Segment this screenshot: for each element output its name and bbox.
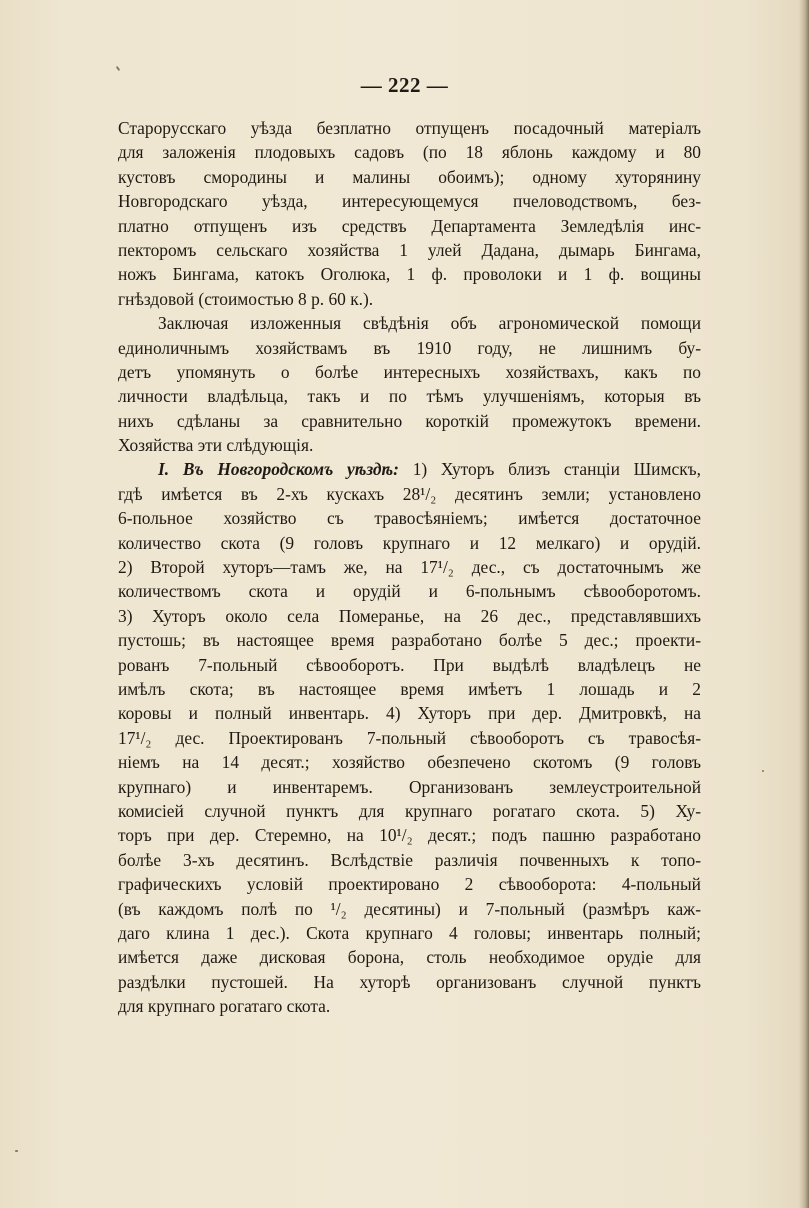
text-line: Заключая изложенныя свѣдѣнія объ агрономической помощи: [158, 313, 701, 334]
text-line: гдѣ имѣется въ 2-хъ кускахъ 28¹/₂ десятинъ земли; установлено: [118, 483, 701, 504]
text-line: пустошь; въ настоящее время разработано болѣе 5 дес.; проекти-: [118, 630, 701, 651]
text-line: нихъ сдѣланы за сравнительно короткій промежутокъ времени.: [118, 410, 701, 431]
ink-speck: [15, 1150, 18, 1152]
text-line: количествомъ скота и орудій и 6-польнымъ сѣвооборотомъ.: [118, 581, 701, 602]
text-line: болѣе 3-хъ десятинъ. Вслѣдствіе различія почвенныхъ к топо-: [118, 849, 701, 870]
page-edge-shadow: [799, 0, 809, 1208]
text-line: 2) Второй хуторъ—тамъ же, на 17¹/₂ дес., съ достаточнымъ же: [118, 557, 701, 578]
text-line: комисіей случной пунктъ для крупнаго рогатаго скота. 5) Ху-: [118, 800, 701, 821]
text-line: ніемъ на 14 десят.; хозяйство обезпечено скотомъ (9 головъ: [118, 752, 701, 773]
text-line: для крупнаго рогатаго скота.: [118, 996, 331, 1017]
section-heading: I. Въ Новгородскомъ уѣздѣ:: [158, 459, 399, 480]
text-line: Хозяйства эти слѣдующія.: [118, 435, 314, 456]
text-line: раздѣлки пустошей. На хуторѣ организованъ случной пунктъ: [118, 971, 701, 992]
text-line: 17¹/₂ дес. Проектированъ 7-польный сѣвооборотъ съ травосѣя-: [118, 727, 701, 748]
text-line: единоличнымъ хозяйствамъ въ 1910 году, не лишнимъ бу-: [118, 337, 701, 358]
text-line: коровы и полный инвентарь. 4) Хуторъ при дер. Дмитровкѣ, на: [118, 703, 701, 724]
text-line: количество скота (9 головъ крупнаго и 12 мелкаго) и орудій.: [118, 532, 701, 553]
text-line: даго клина 1 дес.). Скота крупнаго 4 головы; инвентарь полный;: [118, 922, 701, 943]
text-line: торъ при дер. Стеремно, на 10¹/₂ десят.; подъ пашню разработано: [118, 825, 701, 846]
text-line: (въ каждомъ полѣ по ¹/₂ десятины) и 7-польный (размѣръ каж-: [118, 898, 701, 919]
text-line: графическихъ условій проектировано 2 сѣвооборота: 4-польный: [118, 874, 701, 895]
ink-speck: [116, 66, 121, 71]
text-line: платно отпущенъ изъ средствъ Департамента Земледѣлія инс-: [118, 215, 701, 236]
page-number: — 222 —: [360, 73, 449, 97]
text-line: Старорусскаго уѣзда безплатно отпущенъ посадочный матеріалъ: [118, 118, 701, 138]
text-line: ножъ Бингама, катокъ Оголюка, 1 ф. проволоки и 1 ф. вощины: [118, 264, 701, 285]
text-line: имѣется даже дисковая борона, столь необходимое орудіе для: [118, 947, 701, 968]
text-line: рованъ 7-польный сѣвооборотъ. При выдѣлѣ владѣлецъ не: [118, 654, 701, 675]
ink-speck: [762, 770, 764, 772]
text-line: имѣлъ скота; въ настоящее время имѣетъ 1 лошадь и 2: [118, 678, 701, 699]
text-line: 6-польное хозяйство съ травосѣяніемъ; имѣется достаточное: [118, 508, 701, 529]
text-line: для заложенія плодовыхъ садовъ (по 18 яблонь каждому и 80: [118, 142, 701, 163]
text-line-part: 1) Хуторъ близъ станціи Шимскъ,: [412, 459, 702, 480]
text-line: пекторомъ сельскаго хозяйства 1 улей Дадана, дымарь Бингама,: [118, 239, 701, 260]
text-line: Новгородскаго уѣзда, интересующемуся пчеловодствомъ, без-: [118, 191, 701, 212]
text-line: 3) Хуторъ около села Померанье, на 26 дес., представлявшихъ: [118, 605, 701, 626]
text-line: детъ упомянуть о болѣе интересныхъ хозяйствахъ, какъ по: [118, 361, 701, 382]
text-line: крупнаго) и инвентаремъ. Организованъ землеустроительной: [118, 776, 701, 797]
text-line: кустовъ смородины и малины обоимъ); одному хуторянину: [118, 166, 701, 187]
body-text: [118, 116, 701, 1018]
text-line: гнѣздовой (стоимостью 8 р. 60 к.).: [118, 288, 374, 309]
text-line: личности владѣльца, такъ и по тѣмъ улучшеніямъ, которыя въ: [118, 386, 701, 407]
text-line: [118, 457, 701, 481]
